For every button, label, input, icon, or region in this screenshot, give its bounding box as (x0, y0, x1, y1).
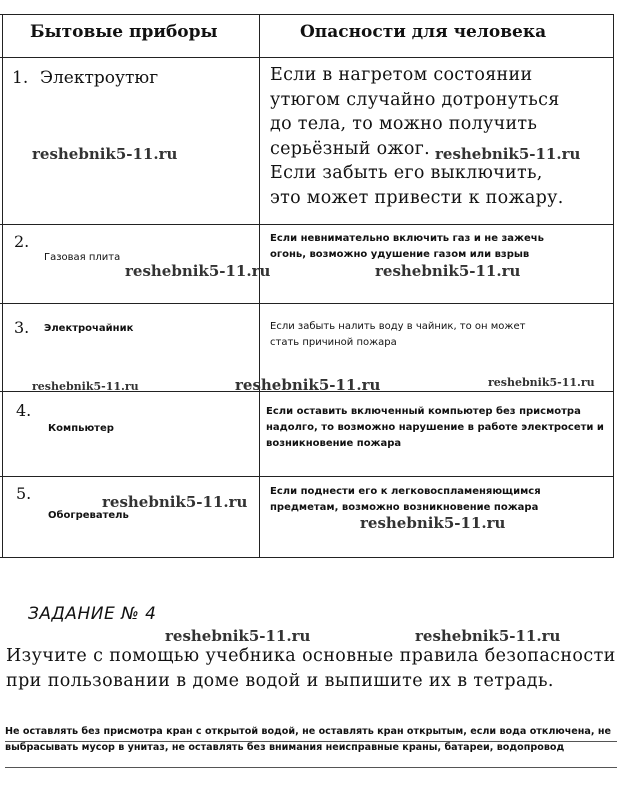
row5-danger (270, 484, 610, 516)
row4-number: 4. (16, 401, 32, 420)
watermark: reshebnik5-11.ru (375, 262, 521, 280)
row1-device: Электроутюг (40, 68, 159, 88)
watermark: reshebnik5-11.ru (32, 380, 139, 393)
row3-danger (270, 319, 610, 351)
watermark: reshebnik5-11.ru (435, 145, 581, 163)
watermark: reshebnik5-11.ru (415, 627, 561, 645)
row2-bottom-border (0, 303, 614, 304)
row2-danger (270, 231, 610, 263)
row1-number: 1. (12, 68, 29, 88)
header-dangers: Опасности для человека (300, 22, 547, 42)
watermark: reshebnik5-11.ru (102, 493, 248, 511)
row1-danger-line: утюгом случайно дотронуться (270, 89, 560, 110)
table-right-border (613, 14, 614, 557)
row5-device: Обогреватель (48, 510, 129, 521)
watermark: reshebnik5-11.ru (125, 262, 271, 280)
row1-danger-line: Если забыть его выключить, (270, 163, 543, 183)
watermark: reshebnik5-11.ru (235, 376, 381, 394)
answer-line (5, 741, 617, 742)
row1-danger-line: серьёзный ожог. (270, 138, 431, 159)
header-devices: Бытовые приборы (30, 22, 218, 42)
table-left-border (2, 14, 3, 557)
row2-device: Газовая плита (44, 252, 121, 263)
row3-number: 3. (14, 318, 30, 337)
row2-danger-line: Если невнимательно включить газ и не зажечь (270, 233, 544, 244)
row1-bottom-border (0, 224, 614, 225)
row3-danger-line: стать причиной пожара (270, 337, 397, 348)
row3-device: Электрочайник (44, 323, 134, 334)
row3-danger-line: Если забыть налить воду в чайник, то он может (270, 321, 526, 332)
row1-danger (270, 63, 610, 210)
answer-line (5, 767, 617, 768)
row2-number: 2. (14, 232, 30, 251)
row2-danger-line: огонь, возможно удушение газом или взрыв (270, 249, 530, 260)
task-title: ЗАДАНИЕ № 4 (28, 604, 157, 624)
row4-danger-line: возникновение пожара (266, 438, 402, 449)
watermark: reshebnik5-11.ru (360, 514, 506, 532)
row5-danger-line: предметам, возможно возникновение пожара (270, 502, 539, 513)
row5-danger-line: Если поднести его к легковоспламеняющимся (270, 486, 541, 497)
row1-danger-line: до тела, то можно получить (270, 114, 538, 134)
row1-danger-line: Если в нагретом состоянии (270, 65, 533, 85)
watermark: reshebnik5-11.ru (488, 376, 595, 389)
table-bottom-border (0, 557, 614, 558)
row4-danger-line: надолго, то возможно нарушение в работе электросети и (266, 422, 604, 433)
row4-bottom-border (0, 476, 614, 477)
table-top-border (0, 14, 614, 15)
column-divider (259, 14, 260, 557)
watermark: reshebnik5-11.ru (32, 145, 178, 163)
row4-danger (266, 404, 611, 452)
row4-device: Компьютер (48, 423, 114, 434)
row4-danger-line: Если оставить включенный компьютер без присмотра (266, 406, 581, 417)
row5-number: 5. (16, 484, 32, 503)
watermark: reshebnik5-11.ru (165, 627, 311, 645)
task-text: Изучите с помощью учебника основные правила безопасности при пользовании в доме водой и выпишите их в тетрадь. (6, 646, 616, 691)
task-answer: Не оставлять без присмотра кран с открытой водой, не оставлять кран открытым, если вода отключена, не выбрасывать мусор в унитаз, не оставлять без внимания неисправные краны, батареи, водопровод (5, 726, 612, 753)
row1-danger-line: это может привести к пожару. (270, 187, 564, 208)
header-bottom-border (0, 57, 614, 58)
